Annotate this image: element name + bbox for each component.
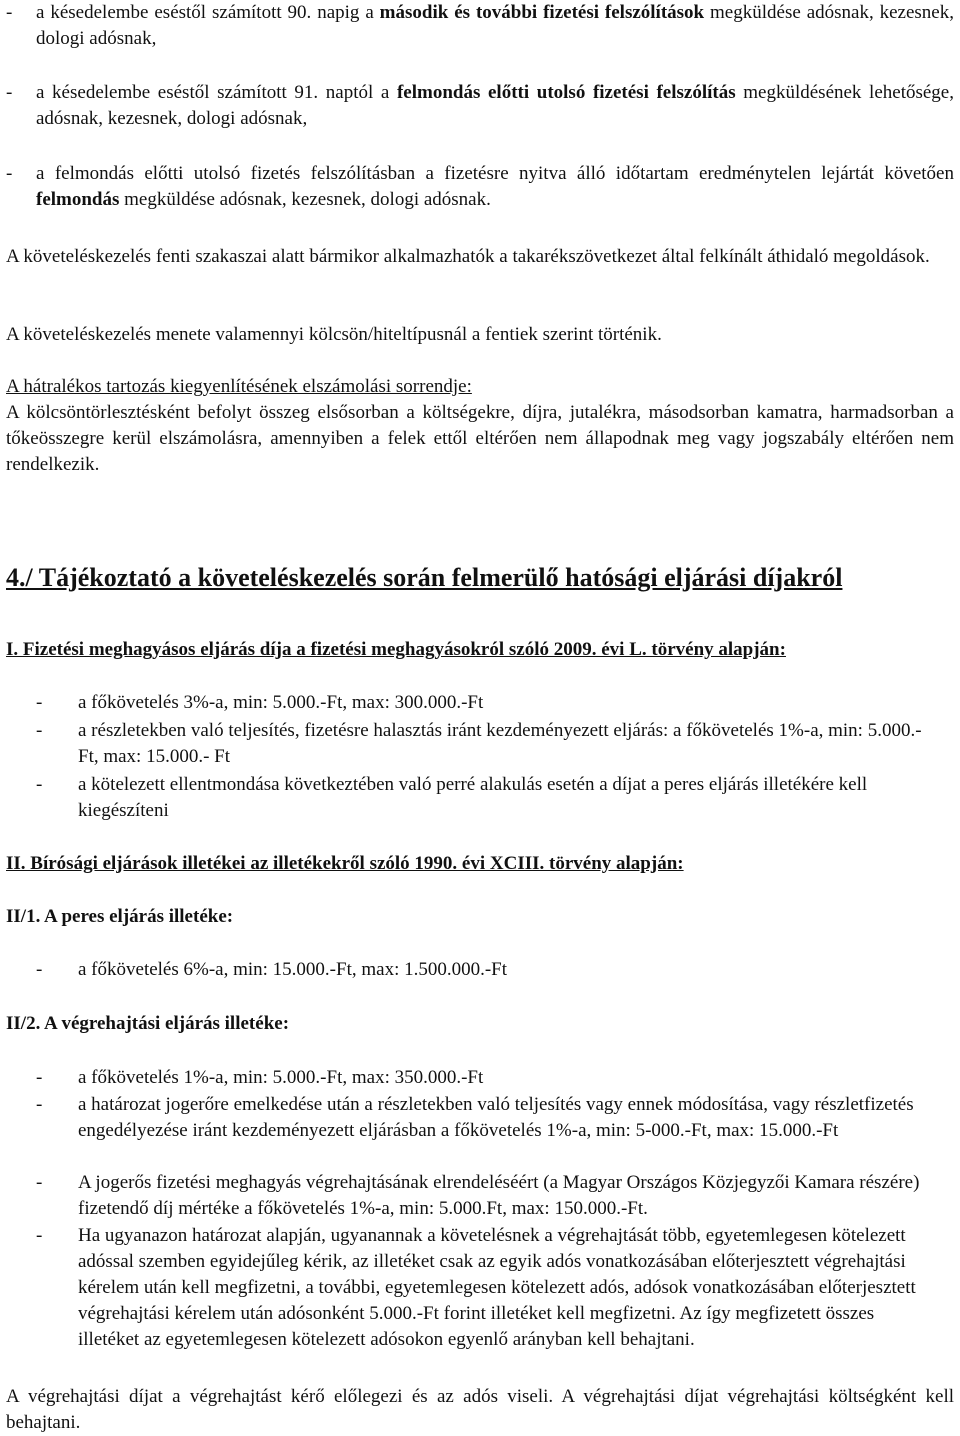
settlement-order-block xyxy=(6,374,954,478)
list-item-text: a főkövetelés 1%-a, min: 5.000.-Ft, max: 350.000.-Ft xyxy=(78,1067,484,1088)
list-item-text: a késedelembe eséstől számított 91. naptól a felmondás előtti utolsó fizetési felszólítás megküldésének lehetősége, adósnak, kezesnek, dologi adósnak, xyxy=(36,82,954,129)
list-item-text: a határozat jogerőre emelkedése után a részletekben való teljesítés vagy ennek módosítása, vagy részletfizetés engedélyezése iránt kezdeményezett eljárásban a főkövetelés 1%-a, min: 5-000.-Ft, max: 15.000.-Ft xyxy=(78,1094,914,1141)
list-item-text: a kötelezett ellentmondása következtében való perré alakulás esetén a díjat a peres eljárás illetékére kell kiegészíteni xyxy=(78,774,868,821)
list-dash: - xyxy=(6,2,13,23)
list-dash: - xyxy=(36,1067,43,1088)
list-dash: - xyxy=(36,1225,43,1246)
list-item-text: A jogerős fizetési meghagyás végrehajtásának elrendeléséért (a Magyar Országos Közjegyzői Kamara részére) fizetendő díj mértéke a főkövetelés 1%-a, min: 5.000.Ft, max: 150.000.-Ft. xyxy=(78,1172,920,1219)
part-1-heading: I. Fizetési meghagyásos eljárás díja a fizetési meghagyásokról szóló 2009. évi L. törvény alapján: xyxy=(6,639,786,660)
settlement-heading: A hátralékos tartozás kiegyenlítésének elszámolási sorrendje: xyxy=(6,376,472,397)
list-item-text: a részletekben való teljesítés, fizetésre halasztás iránt kezdeményezett eljárás: a főkövetelés 1%-a, min: 5.000.-Ft, max: 15.000.- Ft xyxy=(78,720,922,767)
list-item-text: a főkövetelés 6%-a, min: 15.000.-Ft, max: 1.500.000.-Ft xyxy=(78,959,508,980)
list-item-text: Ha ugyanazon határozat alapján, ugyanannak a követelésnek a végrehajtását több, egyetemlegesen kötelezett adóssal szemben egyidejűleg kérik, az illetéket csak az egyik adós vonatkozásában előterjesztett végrehajtási kérelem után kell megfizetni, a további, egyetemlegesen kötelezett adós, adósok vonatkozásában előterjesztett végrehajtási kérelem után adósonként 5.000.-Ft forint illetéket kell megfizetni. Az így megfizetett összes illetéket az egyetemlegesen kötelezett adósokon egyenlő arányban kell behajtani. xyxy=(78,1225,916,1350)
list-dash: - xyxy=(36,692,43,713)
list-dash: - xyxy=(36,1094,43,1115)
part-2-heading: II. Bírósági eljárások illetékei az illetékekről szóló 1990. évi XCIII. törvény alapján: xyxy=(6,853,684,874)
list-item-text: a felmondás előtti utolsó fizetés felszólításban a fizetésre nyitva álló időtartam eredménytelen lejártát követően felmondás megküldése adósnak, kezesnek, dologi adósnak. xyxy=(36,163,954,210)
list-dash: - xyxy=(36,1172,43,1193)
process-paragraph: A követeléskezelés menete valamennyi kölcsön/hiteltípusnál a fentiek szerint történik. xyxy=(6,324,662,345)
list-item-text: a késedelembe eséstől számított 90. napig a második és további fizetési felszólítások megküldése adósnak, kezesnek, dologi adósnak, xyxy=(36,2,954,49)
bridging-solutions-paragraph: A követeléskezelés fenti szakaszai alatt bármikor alkalmazhatók a takarékszövetkezet által felkínált áthidaló megoldások. xyxy=(6,246,930,267)
settlement-text: A kölcsöntörlesztésként befolyt összeg elsősorban a költségekre, díjra, jutalékra, másodsorban kamatra, harmadsorban a tőkeösszegre kerül elszámolásra, amennyiben a felek ettől eltérően nem állapodnak meg vagy jogszabály eltérően nem rendelkezik. xyxy=(6,402,954,475)
list-dash: - xyxy=(36,720,43,741)
list-dash: - xyxy=(6,163,13,184)
section-4-title: 4./ Tájékoztató a követeléskezelés során felmerülő hatósági eljárási díjakról xyxy=(6,563,843,592)
list-dash: - xyxy=(6,82,13,103)
part-2-2-heading: II/2. A végrehajtási eljárás illetéke: xyxy=(6,1013,290,1034)
list-item-text: a főkövetelés 3%-a, min: 5.000.-Ft, max: 300.000.-Ft xyxy=(78,692,484,713)
list-dash: - xyxy=(36,959,43,980)
part-2-1-heading: II/1. A peres eljárás illetéke: xyxy=(6,906,234,927)
list-dash: - xyxy=(36,774,43,795)
closing-paragraph: A végrehajtási díjat a végrehajtást kérő előlegezi és az adós viseli. A végrehajtási díjat végrehajtási költségként kell behajtani. xyxy=(6,1386,954,1433)
